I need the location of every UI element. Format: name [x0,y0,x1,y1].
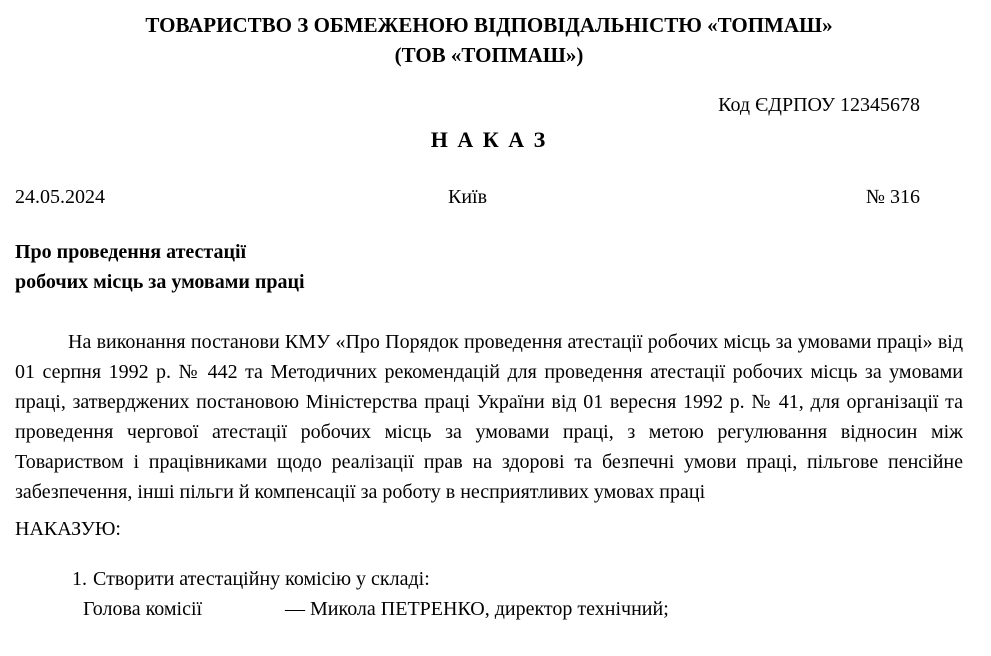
org-header [15,0,963,70]
document-type-title: Н А К А З [430,127,548,152]
order-date: 24.05.2024 [15,186,105,208]
order-item-1-text: Створити атестаційну комісію у складі: [93,568,430,590]
commission-chair-line [83,594,963,624]
meta-row [15,182,963,212]
order-number: № 316 [865,186,921,208]
org-name-full: ТОВАРИСТВО З ОБМЕЖЕНОЮ ВІДПОВІДАЛЬНІСТЮ «ТОПМАШ» [145,13,833,37]
order-verb: НАКАЗУЮ: [15,518,121,540]
commission-chair-person: — Микола ПЕТРЕНКО, директор технічний; [285,598,669,620]
org-name-short: (ТОВ «ТОПМАШ») [394,43,584,67]
order-city: Київ [447,186,488,208]
commission-chair-role: Голова комісії [83,598,203,620]
preamble-paragraph: На виконання постанови КМУ «Про Порядок проведення атестації робочих місць за умовами праці» від 01 серпня 1992 р. № 442 та Методичних рекомендацій для проведення атестації робочих місць за умовами праці, затверджених постановою Міністерства праці України від 01 вересня 1992 р. № 41, для організації та проведення чергової атестації робочих місць за умовами праці, з метою регулювання відносин між Товариством і працівниками щодо реалізації прав на здорові та безпечні умови праці, пільгове пенсійне забезпечення, інші пільги й компенсації за роботу в несприятливих умовах праці [15,331,963,503]
order-item-1-number: 1. [72,568,87,590]
edrpou-code: Код ЄДРПОУ 12345678 [718,94,920,116]
order-subject [15,237,963,297]
order-item-1 [72,564,963,594]
subject-line-2: робочих місць за умовами праці [15,271,305,293]
subject-line-1: Про проведення атестації [15,241,247,263]
